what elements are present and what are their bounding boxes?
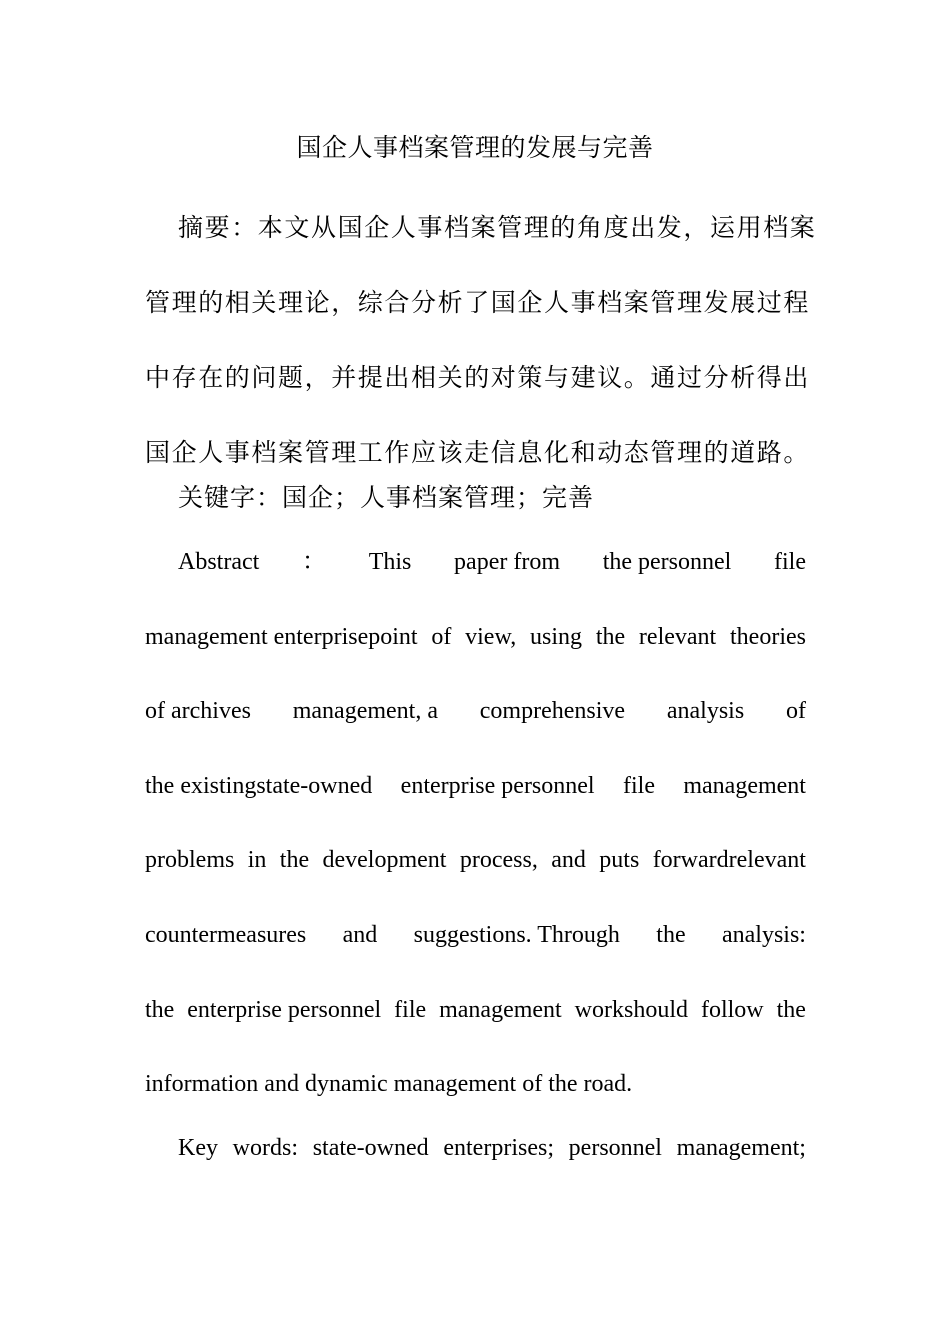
abstract-en-word: enterprise personnel: [400, 772, 595, 799]
abstract-en-word: countermeasures: [145, 921, 307, 948]
abstract-en-word: the: [656, 921, 686, 948]
abstract-en-word: file: [774, 549, 806, 575]
abstract-en-word: process,: [459, 847, 538, 874]
abstract-en-word: follow: [700, 996, 764, 1023]
abstract-en-word: management, a: [292, 698, 438, 725]
abstract-en-word: analysis:: [721, 921, 806, 948]
abstract-en-word: the: [595, 623, 626, 650]
abstract-en-line: [145, 1060, 806, 1135]
abstract-en-word: using: [530, 623, 583, 650]
abstract-zh-line: 摘要：本文从国企人事档案管理的角度出发，运用档案: [178, 215, 817, 242]
keywords-en-word: state-owned: [312, 1135, 429, 1161]
abstract-en-line: [145, 687, 806, 762]
abstract-en-line: [145, 836, 806, 911]
abstract-en-line: [145, 911, 806, 986]
keywords-en-word: words:: [232, 1135, 299, 1161]
abstract-en-word: Abstract: [178, 549, 260, 575]
keywords-en: [178, 1128, 806, 1168]
abstract-en-word: suggestions. Through: [413, 921, 620, 948]
abstract-en-word: the: [145, 996, 175, 1023]
abstract-en-word: management: [439, 996, 562, 1023]
abstract-en-word: the personnel: [602, 549, 732, 575]
abstract-en-line: [145, 613, 806, 688]
abstract-zh-line: 国企人事档案管理工作应该走信息化和动态管理的道路。: [145, 440, 811, 467]
abstract-en-word: puts: [599, 847, 640, 874]
abstract-en-word: ：: [302, 549, 326, 575]
abstract-en-word: workshould: [574, 996, 689, 1023]
abstract-en-word: of: [785, 698, 806, 725]
keywords-en-word: enterprises;: [443, 1135, 554, 1161]
abstract-en-word: theories: [730, 623, 806, 650]
abstract-en-word: development: [322, 847, 447, 874]
abstract-en-word: problems: [145, 847, 235, 874]
abstract-en-word: comprehensive: [479, 698, 626, 725]
abstract-en: [145, 538, 806, 1135]
abstract-en-line: [145, 538, 806, 613]
abstract-zh-line: 中存在的问题，并提出相关的对策与建议。通过分析得出: [145, 365, 811, 392]
document-title: 国企人事档案管理的发展与完善: [296, 135, 654, 162]
abstract-en-word: enterprise personnel: [187, 996, 382, 1023]
abstract-en-word: of: [431, 623, 452, 650]
abstract-en-word: the: [279, 847, 310, 874]
abstract-en-line: [145, 986, 806, 1061]
abstract-en-word: relevant: [638, 623, 717, 650]
abstract-zh: [145, 191, 817, 491]
abstract-en-word: the existingstate-owned: [145, 772, 373, 799]
abstract-en-word: and: [342, 921, 378, 948]
keywords-en-word: management;: [676, 1135, 806, 1161]
abstract-en-word: and: [551, 847, 586, 874]
abstract-en-line: [145, 762, 806, 837]
keywords-en-word: personnel: [568, 1135, 662, 1161]
abstract-en-word: view,: [465, 623, 517, 650]
abstract-en-word: in: [247, 847, 267, 874]
abstract-en-word: management enterprisepoint: [145, 623, 418, 650]
abstract-en-word: file: [394, 996, 427, 1023]
abstract-en-word: analysis: [666, 698, 745, 725]
abstract-en-word: paper from: [454, 549, 560, 575]
abstract-en-word: of archives: [145, 698, 251, 725]
abstract-en-word: forwardrelevant: [652, 847, 806, 874]
abstract-en-word: information and dynamic management of the road.: [145, 1071, 633, 1098]
abstract-zh-line: 管理的相关理论，综合分析了国企人事档案管理发展过程: [145, 290, 811, 317]
abstract-en-word: file: [622, 772, 655, 799]
abstract-en-word: management: [683, 772, 806, 799]
abstract-en-word: the: [776, 996, 806, 1023]
abstract-en-word: This: [368, 549, 412, 575]
keywords-zh: 关键字：国企；人事档案管理；完善: [178, 485, 595, 512]
keywords-en-word: Key: [178, 1135, 218, 1161]
